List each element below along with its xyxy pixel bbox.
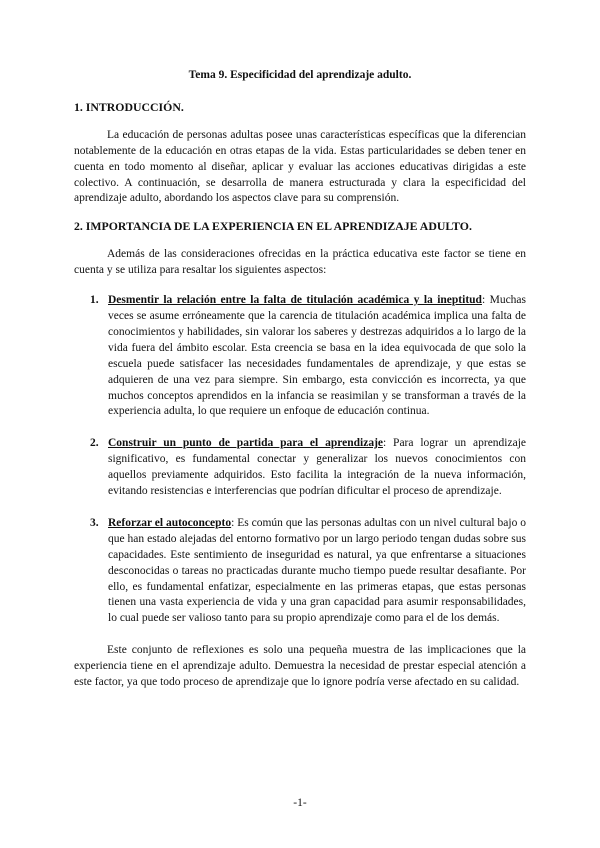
document-title: Tema 9. Especificidad del aprendizaje adulto.: [188, 69, 412, 81]
list-item-text: : Para lograr un aprendizaje significativo, es fundamental conectar y generalizar los nuevos conocimientos con aquellos previamente adquiridos. Esto facilita la integración de la nueva información, evitando resistencias e interferencias que podrían dificultar el proceso de aprendizaje.: [108, 437, 526, 498]
closing-paragraph: Este conjunto de reflexiones es solo una pequeña muestra de las implicaciones que la experiencia tiene en el aprendizaje adulto. Demuestra la necesidad de prestar especial atención a este factor, ya que todo proceso de aprendizaje que lo ignore podría verse afectado en su calidad.: [74, 644, 526, 689]
page-number: -1-: [293, 797, 307, 809]
introduction-paragraph: La educación de personas adultas posee unas características específicas que la diferencian notablemente de la educación en otras etapas de la vida. Estas particularidades se deben tener en cuenta en todo momento al diseñar, aplicar y evaluar las acciones educativas dirigidas a este colectivo. A continuación, se desarrolla de manera estructurada y clara la especificidad del aprendizaje adulto, abordando los aspectos clave para su comprensión.: [74, 128, 526, 205]
list-item-text: : Es común que las personas adultas con un nivel cultural bajo o que han estado alejadas del entorno formativo por un largo periodo tengan dudas sobre sus capacidades. Este sentimiento de inseguridad es natural, ya que enfrentarse a situaciones desconocidas o tareas no practicadas durante mucho tiempo puede resultar desafiante. Por ello, es fundamental enfatizar, especialmente en las primeras etapas, que estas personas tienen una vasta experiencia de vida y una gran capacidad para asumir responsabilidades, lo cual puede ser valioso tanto para su propio aprendizaje como para el de los demás.: [108, 516, 526, 625]
list-item-text: : Muchas veces se asume erróneamente que la carencia de titulación académica implica una falta de conocimientos y habilidades, sin valorar los saberes y destrezas adquiridos a lo largo de la vida fuera del ámbito escolar. Esta creencia se basa en la idea equivocada de que solo la escuela puede satisfacer las necesidades fundamentales de aprendizaje, y que estas se adquieren de una vez para siempre. Sin embargo, esta convicción es incorrecta, ya que muchos conceptos aprendidos en la infancia se reasimilan y se transforman a través de la experiencia adulta, lo que requiere un enfoque de educación continua.: [108, 294, 527, 418]
list-item-lead: Reforzar el autoconcepto: [108, 516, 232, 529]
importance-paragraph: Además de las consideraciones ofrecidas en la práctica educativa este factor se tiene en cuenta y se utiliza para resaltar los siguientes aspectos:: [74, 248, 526, 277]
aspects-list: [74, 293, 526, 627]
list-item-number: 2.: [90, 437, 99, 450]
section-heading-introduccion: 1. INTRODUCCIÓN.: [74, 99, 184, 114]
list-item-lead: Desmentir la relación entre la falta de titulación académica y la ineptitud: [108, 294, 482, 307]
list-item: [74, 516, 526, 627]
list-item: [74, 293, 526, 420]
document-page: [74, 68, 526, 691]
list-item-lead: Construir un punto de partida para el aprendizaje: [108, 437, 384, 450]
list-item: [74, 436, 526, 500]
list-item-number: 1.: [90, 294, 99, 307]
section-heading-importancia: 2. IMPORTANCIA DE LA EXPERIENCIA EN EL APRENDIZAJE ADULTO.: [74, 219, 472, 234]
list-item-number: 3.: [90, 516, 99, 529]
